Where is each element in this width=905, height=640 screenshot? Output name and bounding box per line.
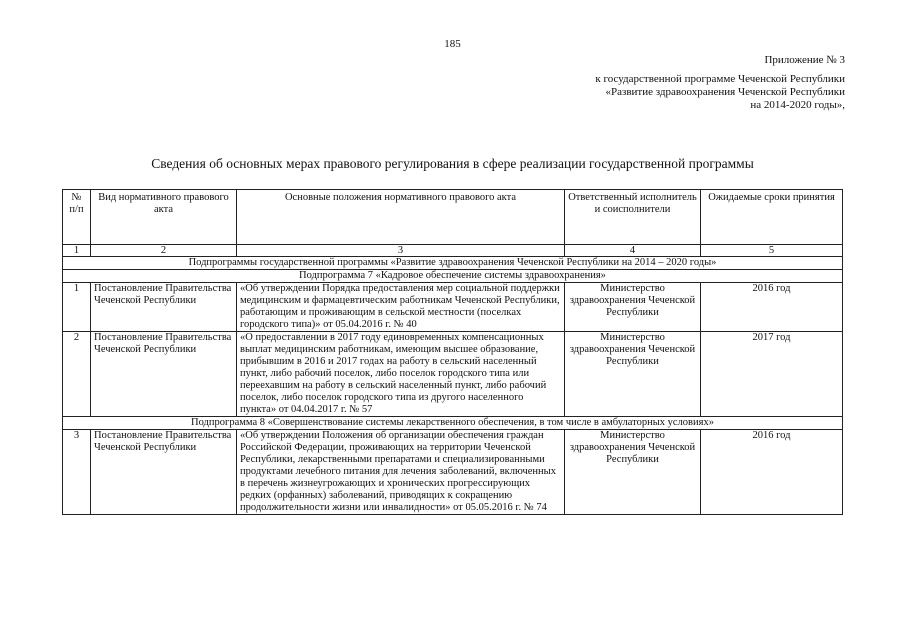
table-row — [63, 283, 843, 332]
program-row — [63, 257, 843, 270]
subprogram-row — [63, 270, 843, 283]
program-title: Подпрограммы государственной программы «Развитие здравоохранения Чеченской Республики на 2014 – 2020 годы» — [63, 257, 843, 270]
annex-line: на 2014-2020 годы», — [750, 99, 845, 111]
row-terms: 2017 год — [701, 332, 843, 417]
header-terms: Ожидаемые сроки принятия — [701, 190, 843, 245]
column-number: 5 — [701, 245, 843, 257]
row-terms: 2016 год — [701, 283, 843, 332]
column-number: 3 — [237, 245, 565, 257]
page-number: 185 — [444, 38, 461, 50]
header-act-type: Вид нормативного правового акта — [91, 190, 237, 245]
row-num: 3 — [63, 430, 91, 515]
table-row — [63, 332, 843, 417]
row-provisions: «Об утверждении Положения об организации обеспечения граждан Российской Федерации, проживающих на территории Чеченской Республики, лекарственными препаратами и специализированными продуктами лечебного питания для лечения заболеваний, включенных в перечень жизнеугрожающих и хронических прогрессирующих редких (орфанных) заболеваний, приводящих к сокращению продолжительности жизни или инвалидности» от 05.05.2016 г. № 74 — [237, 430, 565, 515]
column-number: 2 — [91, 245, 237, 257]
annex-line: «Развитие здравоохранения Чеченской Республики — [605, 86, 845, 98]
row-act-type: Постановление Правительства Чеченской Республики — [91, 283, 237, 332]
row-num: 1 — [63, 283, 91, 332]
row-act-type: Постановление Правительства Чеченской Республики — [91, 332, 237, 417]
subprogram-7-title: Подпрограмма 7 «Кадровое обеспечение системы здравоохранения» — [63, 270, 843, 283]
table-row — [63, 430, 843, 515]
row-terms: 2016 год — [701, 430, 843, 515]
column-number: 1 — [63, 245, 91, 257]
subprogram-8-title: Подпрограмма 8 «Совершенствование системы лекарственного обеспечения, в том числе в амбулаторных условиях» — [63, 417, 843, 430]
header-num: № п/п — [63, 190, 91, 245]
row-executor: Министерство здравоохранения Чеченской Республики — [565, 430, 701, 515]
row-act-type: Постановление Правительства Чеченской Республики — [91, 430, 237, 515]
table-header-row — [63, 190, 843, 245]
row-num: 2 — [63, 332, 91, 417]
row-provisions: «О предоставлении в 2017 году единовременных компенсационных выплат медицинским работникам, имеющим высшее образование, прибывшим в 2016 и 2017 годах на работу в сельский населенный пункт, либо рабочий поселок, либо поселок городского типа или переехавшим на работу в сельский населенный пункт, либо рабочий поселок, либо поселок городского типа из другого населенного пункта» от 04.04.2017 г. № 57 — [237, 332, 565, 417]
annex-line: к государственной программе Чеченской Республики — [595, 73, 845, 85]
column-number: 4 — [565, 245, 701, 257]
annex-block — [505, 54, 845, 112]
header-provisions: Основные положения нормативного правового акта — [237, 190, 565, 245]
annex-title: Приложение № 3 — [764, 54, 845, 66]
measures-table — [62, 189, 843, 515]
row-provisions: «Об утверждении Порядка предоставления мер социальной поддержки медицинским и фармацевтическим работникам Чеченской Республики, работающим и проживающим в сельской местности (поселках городского типа)» от 05.04.2016 г. № 40 — [237, 283, 565, 332]
row-executor: Министерство здравоохранения Чеченской Республики — [565, 332, 701, 417]
column-number-row — [63, 245, 843, 257]
subprogram-row — [63, 417, 843, 430]
document-title: Сведения об основных мерах правового регулирования в сфере реализации государственной программы — [151, 156, 754, 171]
row-executor: Министерство здравоохранения Чеченской Республики — [565, 283, 701, 332]
header-executor: Ответственный исполнитель и соисполнители — [565, 190, 701, 245]
